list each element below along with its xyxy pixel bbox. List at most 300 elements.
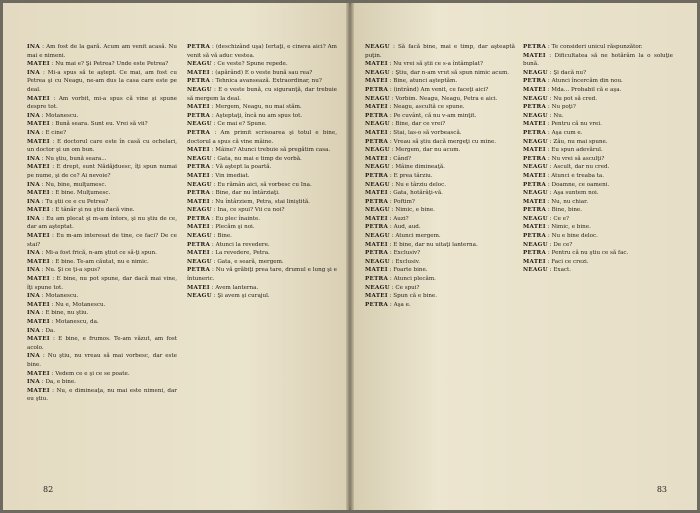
- speaker-name: MATEI: [523, 147, 546, 154]
- dialogue-text: Ce veste? Spune repede.: [217, 61, 288, 68]
- dialogue-text: E bine, nu ştiu.: [45, 310, 89, 317]
- dialogue-line: MATEI : Avem lanterna.: [187, 284, 259, 291]
- dialogue-text: Ascult, dar nu cred.: [553, 164, 610, 171]
- dialogue-line: NEAGU : Aşa suntem noi.: [523, 190, 599, 197]
- dialogue-text: Nu vă grăbiţi prea tare, drumul e lung şi e întuneric.: [187, 267, 337, 283]
- dialogue-text: Eu rămân aici, să vorbesc cu Ina.: [217, 181, 312, 188]
- speaker-name: MATEI: [523, 86, 546, 93]
- dialogue-text: Gata, e seară, mergem.: [217, 258, 284, 265]
- dialogue-line: INA : Motanescu.: [27, 112, 79, 119]
- dialogue-line: MATEI : La revedere, Petra.: [187, 250, 270, 257]
- dialogue-text: Gata, nu mai e timp de vorbă.: [217, 155, 302, 162]
- speaker-name: PETRA: [523, 44, 547, 50]
- dialogue-line: PETRA : Pentru că nu ştiu ce să fac.: [523, 250, 629, 257]
- dialogue-text: Bine, dar ce vrei?: [395, 121, 446, 128]
- dialogue-line: PETRA : Nu vrei să asculţi?: [523, 155, 605, 162]
- speaker-name: NEAGU: [365, 284, 390, 291]
- dialogue-text: Mâine dimineaţă.: [395, 164, 445, 171]
- speaker-name: MATEI: [27, 319, 50, 325]
- speaker-name: PETRA: [187, 112, 211, 119]
- dialogue-line: NEAGU : Nimic, e bine.: [365, 207, 435, 214]
- speaker-name: MATEI: [27, 301, 50, 308]
- dialogue-text: E bine, e frumos. Te-am văzut, am fost acolo.: [27, 336, 177, 351]
- dialogue-text: Motanescu.: [45, 293, 79, 300]
- dialogue-text: Nu e, Motanescu.: [55, 301, 106, 308]
- speaker-name: NEAGU: [187, 293, 212, 300]
- dialogue-text: Când?: [393, 155, 412, 162]
- dialogue-line: INA : Eu am plecat şi m-am întors, şi nu ştiu de ce, dar am aşteptat.: [27, 215, 177, 231]
- dialogue-line: MATEI : Nu întârziem, Petra, stai liniştită.: [187, 198, 310, 205]
- speaker-name: NEAGU: [523, 190, 548, 197]
- dialogue-text: Da.: [45, 327, 56, 334]
- speaker-name: INA: [27, 215, 40, 222]
- dialogue-line: MATEI : E bine. Te-am căutat, nu e nimic.: [27, 258, 149, 265]
- speaker-name: NEAGU: [187, 207, 212, 214]
- dialogue-text: De ce?: [553, 241, 573, 248]
- dialogue-text: Mda... Probabil că e aşa.: [551, 86, 622, 93]
- speaker-name: MATEI: [365, 190, 388, 197]
- dialogue-text: Nu.: [553, 112, 564, 119]
- dialogue-text: Nu poţi?: [551, 104, 576, 111]
- dialogue-line: MATEI : Pentru că nu vrei.: [523, 121, 602, 128]
- dialogue-line: MATEI : E tânăr şi nu ştiu dacă vine.: [27, 207, 135, 214]
- dialogue-line: INA : Da, e bine.: [27, 379, 76, 386]
- speaker-name: NEAGU: [365, 207, 390, 214]
- dialogue-line: MATEI : Vin imediat.: [187, 172, 250, 179]
- dialogue-text: Nu, e dimineaţa, nu mai este nimeni, dar eu ştiu.: [27, 387, 177, 403]
- speaker-name: NEAGU: [365, 181, 390, 188]
- speaker-name: MATEI: [187, 284, 210, 291]
- speaker-name: PETRA: [523, 233, 547, 240]
- speaker-name: MATEI: [27, 258, 50, 265]
- dialogue-line: PETRA : Aşteptaţi, încă nu am spus tot.: [187, 112, 303, 119]
- dialogue-text: Să facă bine, mai e timp, dar aşteaptă puţin.: [365, 44, 515, 59]
- dialogue-line: MATEI : Faci ce crezi.: [523, 258, 589, 265]
- open-book: [3, 3, 697, 510]
- dialogue-text: E tânăr şi nu ştiu dacă vine.: [55, 207, 135, 214]
- dialogue-text: Am primit scrisoarea şi totul e bine, doctorul a spus că vine mâine.: [187, 129, 337, 145]
- dialogue-text: Te consideri unicul răspunzător.: [551, 44, 643, 50]
- text-column-right-2: [523, 43, 673, 463]
- dialogue-line: NEAGU : Şi avem şi curajul.: [187, 293, 270, 300]
- speaker-name: PETRA: [365, 86, 389, 93]
- speaker-name: PETRA: [365, 112, 389, 119]
- speaker-name: INA: [27, 198, 40, 205]
- speaker-name: NEAGU: [187, 86, 212, 93]
- speaker-name: MATEI: [27, 138, 50, 145]
- dialogue-line: MATEI : Foarte bine.: [365, 267, 428, 274]
- speaker-name: MATEI: [187, 104, 210, 111]
- dialogue-text: (deschizând uşa) Iertaţi, e cineva aici? Am venit să vă aduc vestea.: [187, 44, 337, 59]
- dialogue-line: MATEI : E drept, sunt Nădăjduesc, îţi spun numai pe nume, şi de ce? Ai nevoie?: [27, 164, 177, 179]
- dialogue-text: Avem lanterna.: [215, 284, 259, 291]
- speaker-name: PETRA: [523, 250, 547, 257]
- dialogue-line: MATEI : Nu, e dimineaţa, nu mai este nimeni, dar eu ştiu.: [27, 387, 177, 403]
- speaker-name: PETRA: [523, 207, 547, 214]
- dialogue-line: NEAGU : Şi dacă nu?: [523, 69, 587, 76]
- speaker-name: PETRA: [187, 267, 211, 274]
- speaker-name: MATEI: [27, 121, 50, 128]
- dialogue-text: Bine, bine.: [551, 207, 583, 214]
- dialogue-line: NEAGU : Gata, nu mai e timp de vorbă.: [187, 155, 302, 162]
- right-page: [351, 3, 697, 510]
- speaker-name: NEAGU: [523, 69, 548, 76]
- dialogue-text: Exact.: [553, 267, 572, 274]
- dialogue-text: Spun că e bine.: [393, 293, 438, 300]
- dialogue-text: Ce e?: [553, 215, 570, 222]
- speaker-name: MATEI: [365, 267, 388, 274]
- speaker-name: NEAGU: [523, 138, 548, 145]
- dialogue-line: NEAGU : Bine, dar ce vrei?: [365, 121, 446, 128]
- dialogue-text: Neagu, ascultă ce spune.: [393, 104, 465, 111]
- dialogue-line: NEAGU : Exclusiv.: [365, 258, 421, 265]
- dialogue-line: NEAGU : Exact.: [523, 267, 572, 274]
- dialogue-line: PETRA : Doamne, ce oameni.: [523, 181, 610, 188]
- dialogue-text: Plecăm şi noi.: [215, 224, 255, 231]
- dialogue-text: Vreau să ştiu dacă mergeţi cu mine.: [393, 138, 497, 145]
- dialogue-text: Ce mai e? Spune.: [217, 121, 267, 128]
- dialogue-text: La revedere, Petra.: [215, 250, 270, 257]
- book-gutter: [346, 3, 354, 510]
- dialogue-line: NEAGU : Vorbim. Neagu, Neagu, Petra e aici.: [365, 95, 498, 102]
- dialogue-text: Gata, hotărâţi-vă.: [393, 190, 443, 197]
- dialogue-text: Atunci plecăm.: [393, 276, 436, 283]
- dialogue-line: PETRA : Poftim?: [365, 198, 415, 205]
- dialogue-text: Mi-a fost frică, n-am ştiut ce să-ţi spun.: [45, 250, 157, 257]
- dialogue-line: NEAGU : Zău, nu mai spune.: [523, 138, 608, 145]
- speaker-name: MATEI: [27, 61, 50, 68]
- dialogue-line: MATEI : E bine. Mulţumesc.: [27, 190, 111, 197]
- dialogue-text: Bine, dar nu întârziaţi.: [215, 190, 280, 197]
- speaker-name: PETRA: [365, 138, 389, 145]
- dialogue-text: Şi avem şi curajul.: [217, 293, 270, 300]
- dialogue-line: MATEI : Bine, atunci aşteptăm.: [365, 78, 458, 85]
- dialogue-text: Vedem ce e şi ce se poate.: [55, 370, 130, 377]
- dialogue-text: Eu am plecat şi m-am întors, şi nu ştiu de ce, dar am aşteptat.: [27, 215, 177, 231]
- dialogue-text: E doctorul care este în casă cu ochelari, un doctor şi un om bun.: [27, 138, 177, 154]
- dialogue-text: Pe cuvânt, că nu v-am minţit.: [393, 112, 477, 119]
- dialogue-text: Pentru că nu ştiu ce să fac.: [551, 250, 629, 257]
- speaker-name: MATEI: [365, 293, 388, 300]
- speaker-name: MATEI: [523, 198, 546, 205]
- dialogue-text: Nu e târziu deloc.: [395, 181, 447, 188]
- dialogue-line: MATEI : Dificultatea să ne hotărâm la o soluţie bună.: [523, 52, 673, 68]
- dialogue-text: E prea târziu.: [393, 172, 433, 179]
- speaker-name: PETRA: [187, 215, 211, 222]
- dialogue-text: Vorbim. Neagu, Neagu, Petra e aici.: [395, 95, 498, 102]
- dialogue-text: Tehnica avansează. Extraordinar, nu?: [215, 78, 322, 85]
- dialogue-line: PETRA : Bine, bine.: [523, 207, 583, 214]
- dialogue-line: MATEI : Spun că e bine.: [365, 293, 438, 300]
- dialogue-text: Foarte bine.: [393, 267, 428, 274]
- speaker-name: NEAGU: [365, 44, 390, 50]
- speaker-name: NEAGU: [187, 258, 212, 265]
- dialogue-text: Atunci încercăm din nou.: [551, 78, 623, 85]
- dialogue-line: NEAGU : Gata, e seară, mergem.: [187, 258, 284, 265]
- speaker-name: PETRA: [187, 129, 211, 136]
- speaker-name: PETRA: [187, 164, 211, 171]
- dialogue-text: Exclusiv.: [395, 258, 421, 265]
- dialogue-text: Exclusiv?: [393, 250, 421, 257]
- dialogue-text: Am vorbit, mi-a spus că vine şi spune despre tot.: [27, 95, 177, 111]
- text-column-left-2: [187, 43, 337, 463]
- dialogue-text: Pentru că nu vrei.: [551, 121, 602, 128]
- dialogue-line: MATEI : (apărând) E o veste bună sau rea?: [187, 69, 313, 76]
- dialogue-line: MATEI : Nu e, Motanescu.: [27, 301, 106, 308]
- speaker-name: NEAGU: [365, 233, 390, 240]
- dialogue-line: INA : Mi-a spus să te aştept. Ce mai, am fost cu Petrea şi cu Neagu, ne-am dus la casa care este pe deal.: [27, 69, 177, 93]
- dialogue-line: MATEI : Mergem, Neagu, nu mai stăm.: [187, 104, 302, 111]
- dialogue-line: INA : E bine, nu ştiu.: [27, 310, 89, 317]
- dialogue-text: Ştiu, dar n-am vrut să spun nimic acum.: [395, 69, 510, 76]
- dialogue-line: INA : Nu, bine, mulţumesc.: [27, 181, 107, 188]
- speaker-name: MATEI: [365, 104, 388, 111]
- speaker-name: MATEI: [523, 172, 546, 179]
- speaker-name: PETRA: [187, 78, 211, 85]
- dialogue-line: PETRA : Bine, dar nu întârziaţi.: [187, 190, 280, 197]
- dialogue-text: Şi dacă nu?: [553, 69, 587, 76]
- dialogue-text: E cine?: [45, 129, 67, 136]
- dialogue-line: PETRA : Vă aştept la poartă.: [187, 164, 272, 171]
- dialogue-text: Vin imediat.: [215, 172, 250, 179]
- speaker-name: PETRA: [187, 44, 211, 50]
- speaker-name: NEAGU: [187, 155, 212, 162]
- dialogue-line: MATEI : Neagu, ascultă ce spune.: [365, 104, 465, 111]
- dialogue-text: Nimic, e bine.: [395, 207, 435, 214]
- dialogue-line: MATEI : Plecăm şi noi.: [187, 224, 255, 231]
- dialogue-line: MATEI : Stai, las-o să vorbească.: [365, 129, 462, 136]
- dialogue-text: Mergem, Neagu, nu mai stăm.: [215, 104, 302, 111]
- dialogue-text: Nu ştiu, bună seara...: [45, 155, 107, 162]
- speaker-name: PETRA: [523, 78, 547, 85]
- dialogue-line: INA : Nu. Şi ce ţi-a spus?: [27, 267, 101, 274]
- dialogue-text: Mergem, dar nu acum.: [395, 147, 461, 154]
- dialogue-text: E bine, dar nu uitaţi lanterna.: [393, 241, 478, 248]
- page-number-left: 82: [43, 485, 54, 494]
- dialogue-line: MATEI : Am vorbit, mi-a spus că vine şi spune despre tot.: [27, 95, 177, 111]
- dialogue-line: MATEI : Nu, nu chiar.: [523, 198, 588, 205]
- speaker-name: PETRA: [187, 241, 211, 248]
- dialogue-text: Aud, aud.: [393, 224, 421, 231]
- dialogue-line: PETRA : Aud, aud.: [365, 224, 421, 231]
- dialogue-line: MATEI : Vedem ce e şi ce se poate.: [27, 370, 130, 377]
- dialogue-text: Tu ştii ce e cu Petrea?: [45, 198, 109, 205]
- speaker-name: MATEI: [187, 250, 210, 257]
- dialogue-line: PETRA : Nu e bine deloc.: [523, 233, 598, 240]
- dialogue-line: PETRA : E prea târziu.: [365, 172, 433, 179]
- dialogue-line: NEAGU : Ce e?: [523, 215, 570, 222]
- dialogue-text: E drept, sunt Nădăjduesc, îţi spun numai pe nume, şi de ce? Ai nevoie?: [27, 164, 177, 179]
- dialogue-text: Atunci mergem.: [395, 233, 441, 240]
- speaker-name: INA: [27, 250, 40, 257]
- dialogue-text: Zău, nu mai spune.: [553, 138, 608, 145]
- dialogue-text: Eu m-am interesat de tine, ce faci? De ce stai?: [27, 233, 177, 248]
- dialogue-line: PETRA : Am primit scrisoarea şi totul e bine, doctorul a spus că vine mâine.: [187, 129, 337, 145]
- speaker-name: MATEI: [523, 52, 546, 59]
- speaker-name: MATEI: [27, 276, 50, 283]
- dialogue-line: NEAGU : Mergem, dar nu acum.: [365, 147, 461, 154]
- dialogue-line: INA : Da.: [27, 327, 56, 334]
- speaker-name: PETRA: [187, 190, 211, 197]
- dialogue-line: INA : Motanescu.: [27, 293, 79, 300]
- speaker-name: MATEI: [365, 61, 388, 68]
- dialogue-line: NEAGU : Atunci mergem.: [365, 233, 441, 240]
- dialogue-text: Ina, ce spui? Vii cu noi?: [217, 207, 285, 214]
- dialogue-line: MATEI : Când?: [365, 155, 412, 162]
- speaker-name: NEAGU: [523, 164, 548, 171]
- speaker-name: MATEI: [27, 164, 50, 171]
- speaker-name: NEAGU: [523, 267, 548, 274]
- dialogue-line: MATEI : E bine, e frumos. Te-am văzut, am fost acolo.: [27, 336, 177, 351]
- dialogue-line: NEAGU : Nu pot să cred.: [523, 95, 598, 102]
- dialogue-line: NEAGU : Nu e târziu deloc.: [365, 181, 447, 188]
- dialogue-text: Faci ce crezi.: [551, 258, 589, 265]
- dialogue-text: Dificultatea să ne hotărâm la o soluţie bună.: [523, 52, 673, 68]
- dialogue-text: Motanescu.: [45, 112, 79, 119]
- dialogue-line: MATEI : Eu m-am interesat de tine, ce faci? De ce stai?: [27, 233, 177, 248]
- speaker-name: INA: [27, 353, 40, 360]
- speaker-name: INA: [27, 155, 40, 162]
- dialogue-line: NEAGU : Să facă bine, mai e timp, dar aşteaptă puţin.: [365, 44, 515, 59]
- dialogue-line: MATEI : Eu spun adevărul.: [523, 147, 603, 154]
- dialogue-text: Aşteptaţi, încă nu am spus tot.: [215, 112, 303, 119]
- speaker-name: PETRA: [523, 181, 547, 188]
- speaker-name: MATEI: [187, 224, 210, 231]
- page-number-right: 83: [656, 485, 667, 494]
- speaker-name: NEAGU: [365, 95, 390, 102]
- dialogue-line: MATEI : E bine, nu pot spune, dar dacă mai vine, îţi spune tot.: [27, 276, 177, 291]
- dialogue-line: MATEI : Motanescu, da.: [27, 319, 99, 325]
- speaker-name: MATEI: [187, 69, 210, 76]
- speaker-name: NEAGU: [523, 215, 548, 222]
- dialogue-line: MATEI : Nu mai e? Şi Petrea? Unde este Petrea?: [27, 61, 169, 68]
- dialogue-line: MATEI : Nimic, e bine.: [523, 224, 591, 231]
- speaker-name: PETRA: [365, 224, 389, 231]
- dialogue-line: INA : Tu ştii ce e cu Petrea?: [27, 198, 109, 205]
- dialogue-text: Atunci la revedere.: [215, 241, 270, 248]
- dialogue-line: MATEI : Gata, hotărâţi-vă.: [365, 190, 443, 197]
- speaker-name: MATEI: [27, 233, 50, 240]
- dialogue-text: Poftim?: [393, 198, 415, 205]
- dialogue-text: Eu spun adevărul.: [551, 147, 603, 154]
- dialogue-text: Doamne, ce oameni.: [551, 181, 610, 188]
- text-column-left-1: [27, 43, 177, 463]
- dialogue-text: Nu e bine deloc.: [551, 233, 598, 240]
- speaker-name: INA: [27, 327, 40, 334]
- speaker-name: NEAGU: [187, 181, 212, 188]
- speaker-name: INA: [27, 181, 40, 188]
- speaker-name: MATEI: [365, 215, 388, 222]
- dialogue-text: Aşa cum e.: [551, 129, 583, 136]
- dialogue-line: NEAGU : Bine.: [187, 233, 232, 240]
- dialogue-line: MATEI : E doctorul care este în casă cu ochelari, un doctor şi un om bun.: [27, 138, 177, 154]
- dialogue-text: Nu mai e? Şi Petrea? Unde este Petrea?: [55, 61, 169, 68]
- dialogue-line: PETRA : Te consideri unicul răspunzător.: [523, 44, 643, 50]
- speaker-name: NEAGU: [187, 121, 212, 128]
- dialogue-line: INA : Nu ştiu, nu vreau să mai vorbesc, dar este bine.: [27, 353, 177, 368]
- dialogue-text: Nu pot să cred.: [553, 95, 598, 102]
- dialogue-text: Aşa e.: [393, 301, 411, 308]
- speaker-name: INA: [27, 44, 40, 50]
- speaker-name: INA: [27, 267, 40, 274]
- dialogue-text: Nimic, e bine.: [551, 224, 591, 231]
- dialogue-line: PETRA : Aşa e.: [365, 301, 411, 308]
- dialogue-text: Vă aştept la poartă.: [215, 164, 272, 171]
- left-page: [3, 3, 349, 510]
- dialogue-line: NEAGU : Ascult, dar nu cred.: [523, 164, 610, 171]
- dialogue-line: INA : E cine?: [27, 129, 67, 136]
- dialogue-line: PETRA : Aşa cum e.: [523, 129, 583, 136]
- speaker-name: MATEI: [365, 155, 388, 162]
- dialogue-text: Stai, las-o să vorbească.: [393, 129, 462, 136]
- dialogue-line: INA : Nu ştiu, bună seara...: [27, 155, 107, 162]
- dialogue-text: Aşa suntem noi.: [553, 190, 599, 197]
- speaker-name: PETRA: [365, 301, 389, 308]
- dialogue-text: Da, e bine.: [45, 379, 76, 386]
- speaker-name: NEAGU: [523, 95, 548, 102]
- dialogue-line: PETRA : Nu poţi?: [523, 104, 576, 111]
- speaker-name: INA: [27, 129, 40, 136]
- speaker-name: PETRA: [523, 104, 547, 111]
- dialogue-line: PETRA : Atunci încercăm din nou.: [523, 78, 623, 85]
- dialogue-line: MATEI : Mâine? Atunci trebuie să pregătim casa.: [187, 147, 331, 154]
- speaker-name: MATEI: [27, 207, 50, 214]
- dialogue-text: Nu întârziem, Petra, stai liniştită.: [215, 198, 310, 205]
- speaker-name: MATEI: [187, 147, 210, 154]
- dialogue-line: MATEI : Auzi?: [365, 215, 409, 222]
- speaker-name: NEAGU: [365, 69, 390, 76]
- speaker-name: PETRA: [523, 129, 547, 136]
- dialogue-line: MATEI : Atunci e treaba ta.: [523, 172, 605, 179]
- dialogue-text: Motanescu, da.: [55, 319, 99, 325]
- speaker-name: MATEI: [27, 190, 50, 197]
- speaker-name: MATEI: [365, 241, 388, 248]
- dialogue-text: (intrând) Am venit, ce faceţi aici?: [393, 86, 489, 93]
- speaker-name: MATEI: [27, 387, 50, 394]
- text-column-right-1: [365, 43, 515, 463]
- dialogue-line: NEAGU : Nu.: [523, 112, 564, 119]
- dialogue-text: E o veste bună, cu siguranţă, dar trebuie să mergem la deal.: [187, 86, 337, 102]
- dialogue-text: Nu, nu chiar.: [551, 198, 588, 205]
- speaker-name: INA: [27, 379, 40, 386]
- dialogue-text: Nu vrei să ştii ce s-a întâmplat?: [393, 61, 484, 68]
- dialogue-line: NEAGU : Ştiu, dar n-am vrut să spun nimic acum.: [365, 69, 510, 76]
- dialogue-line: MATEI : E bine, dar nu uitaţi lanterna.: [365, 241, 478, 248]
- dialogue-text: E bine, nu pot spune, dar dacă mai vine, îţi spune tot.: [27, 276, 177, 291]
- dialogue-text: E bine. Mulţumesc.: [55, 190, 111, 197]
- speaker-name: MATEI: [27, 336, 50, 343]
- dialogue-text: Nu, bine, mulţumesc.: [45, 181, 107, 188]
- speaker-name: PETRA: [365, 172, 389, 179]
- speaker-name: PETRA: [365, 250, 389, 257]
- speaker-name: PETRA: [523, 155, 547, 162]
- dialogue-text: Nu. Şi ce ţi-a spus?: [45, 267, 101, 274]
- speaker-name: MATEI: [187, 198, 210, 205]
- dialogue-text: Ce spui?: [395, 284, 420, 291]
- speaker-name: INA: [27, 293, 40, 300]
- dialogue-text: Nu ştiu, nu vreau să mai vorbesc, dar este bine.: [27, 353, 177, 368]
- dialogue-line: NEAGU : De ce?: [523, 241, 573, 248]
- dialogue-text: Bine, atunci aşteptăm.: [393, 78, 458, 85]
- speaker-name: PETRA: [365, 276, 389, 283]
- dialogue-line: INA : Am fost de la gară. Acum am venit acasă. Nu mai e nimeni.: [27, 44, 177, 59]
- dialogue-line: PETRA : Atunci la revedere.: [187, 241, 270, 248]
- speaker-name: MATEI: [365, 78, 388, 85]
- dialogue-text: Bine.: [217, 233, 232, 240]
- dialogue-line: NEAGU : Ina, ce spui? Vii cu noi?: [187, 207, 285, 214]
- dialogue-text: Atunci e treaba ta.: [551, 172, 605, 179]
- speaker-name: INA: [27, 310, 40, 317]
